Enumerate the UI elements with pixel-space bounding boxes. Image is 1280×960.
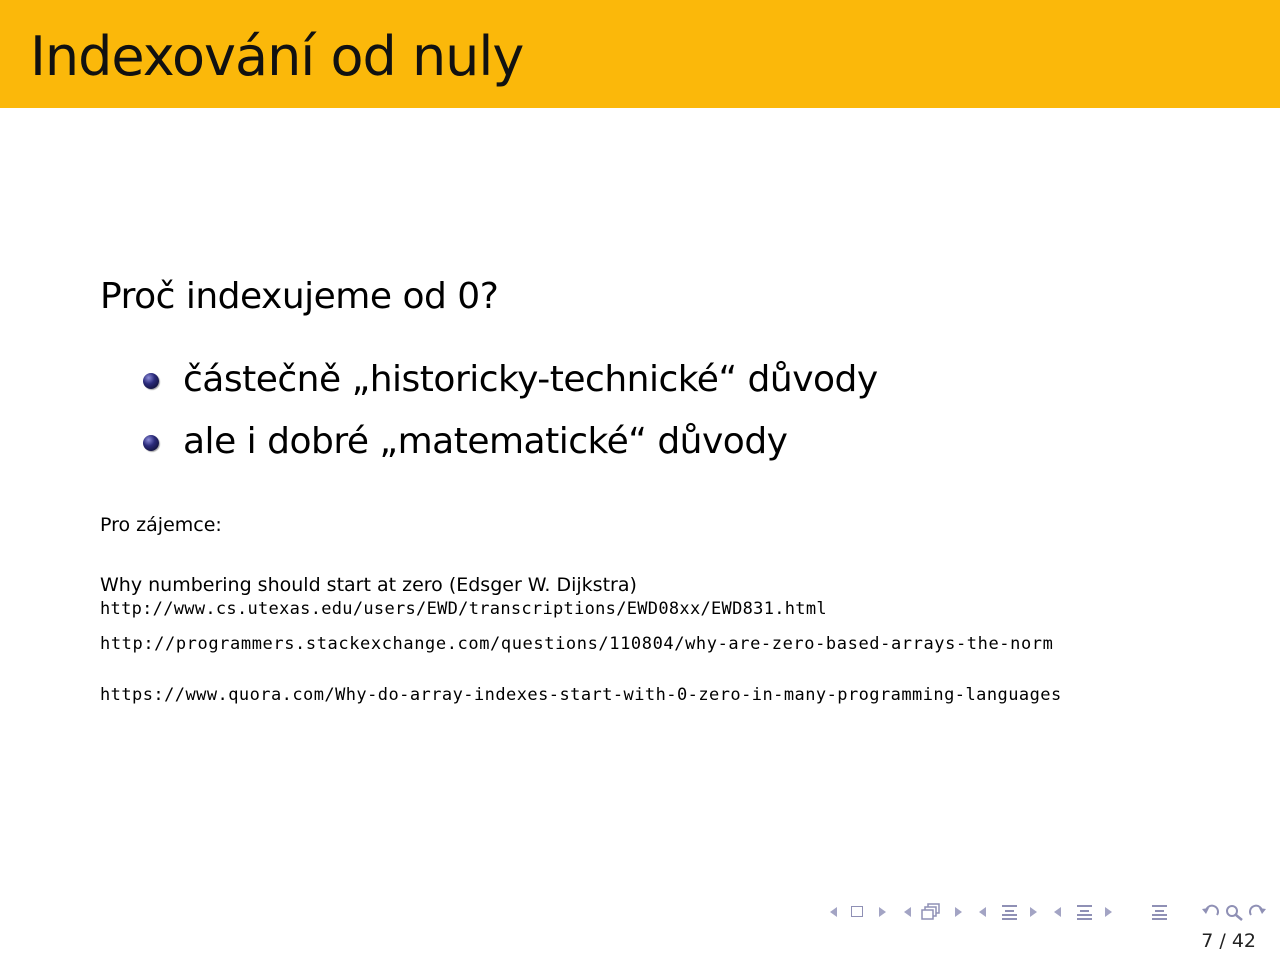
quora-link[interactable]: https://www.quora.com/Why-do-array-indexes-start-with-0-zero-in-many-programming-languages bbox=[100, 685, 1062, 705]
bullet-icon bbox=[143, 373, 159, 389]
prev-section-icon[interactable] bbox=[1054, 907, 1061, 917]
stackexchange-link[interactable]: http://programmers.stackexchange.com/questions/110804/why-are-zero-based-arrays-the-norm bbox=[100, 634, 1054, 654]
slide-title: Indexování od nuly bbox=[30, 25, 524, 88]
subsection-icon[interactable] bbox=[1002, 904, 1017, 920]
beamer-navigation-bar bbox=[826, 900, 1272, 924]
dijkstra-reference-title: Why numbering should start at zero (Edsger W. Dijkstra) bbox=[100, 574, 637, 596]
prev-subsection-icon[interactable] bbox=[979, 907, 986, 917]
bullet-text: ale i dobré „matematické“ důvody bbox=[183, 421, 788, 462]
next-slide-icon[interactable] bbox=[879, 907, 886, 917]
prev-frame-icon[interactable] bbox=[904, 907, 911, 917]
bullet-icon bbox=[143, 435, 159, 451]
prev-slide-icon[interactable] bbox=[830, 907, 837, 917]
frame-icon[interactable] bbox=[921, 900, 943, 924]
search-icon[interactable] bbox=[1223, 900, 1245, 924]
bullet-text: částečně „historicky-technické“ důvody bbox=[183, 359, 878, 400]
next-section-icon[interactable] bbox=[1105, 907, 1112, 917]
page-number: 7 / 42 bbox=[1201, 930, 1256, 952]
document-icon[interactable] bbox=[1152, 904, 1167, 920]
forward-icon[interactable] bbox=[1246, 900, 1268, 924]
next-frame-icon[interactable] bbox=[955, 907, 962, 917]
next-subsection-icon[interactable] bbox=[1030, 907, 1037, 917]
question-heading: Proč indexujeme od 0? bbox=[100, 276, 499, 317]
section-icon[interactable] bbox=[1077, 904, 1092, 920]
slide-icon[interactable] bbox=[851, 906, 863, 917]
dijkstra-link[interactable]: http://www.cs.utexas.edu/users/EWD/transcriptions/EWD08xx/EWD831.html bbox=[100, 599, 827, 619]
back-icon[interactable] bbox=[1200, 900, 1222, 924]
title-bar bbox=[0, 0, 1280, 108]
interest-label: Pro zájemce: bbox=[100, 514, 222, 536]
